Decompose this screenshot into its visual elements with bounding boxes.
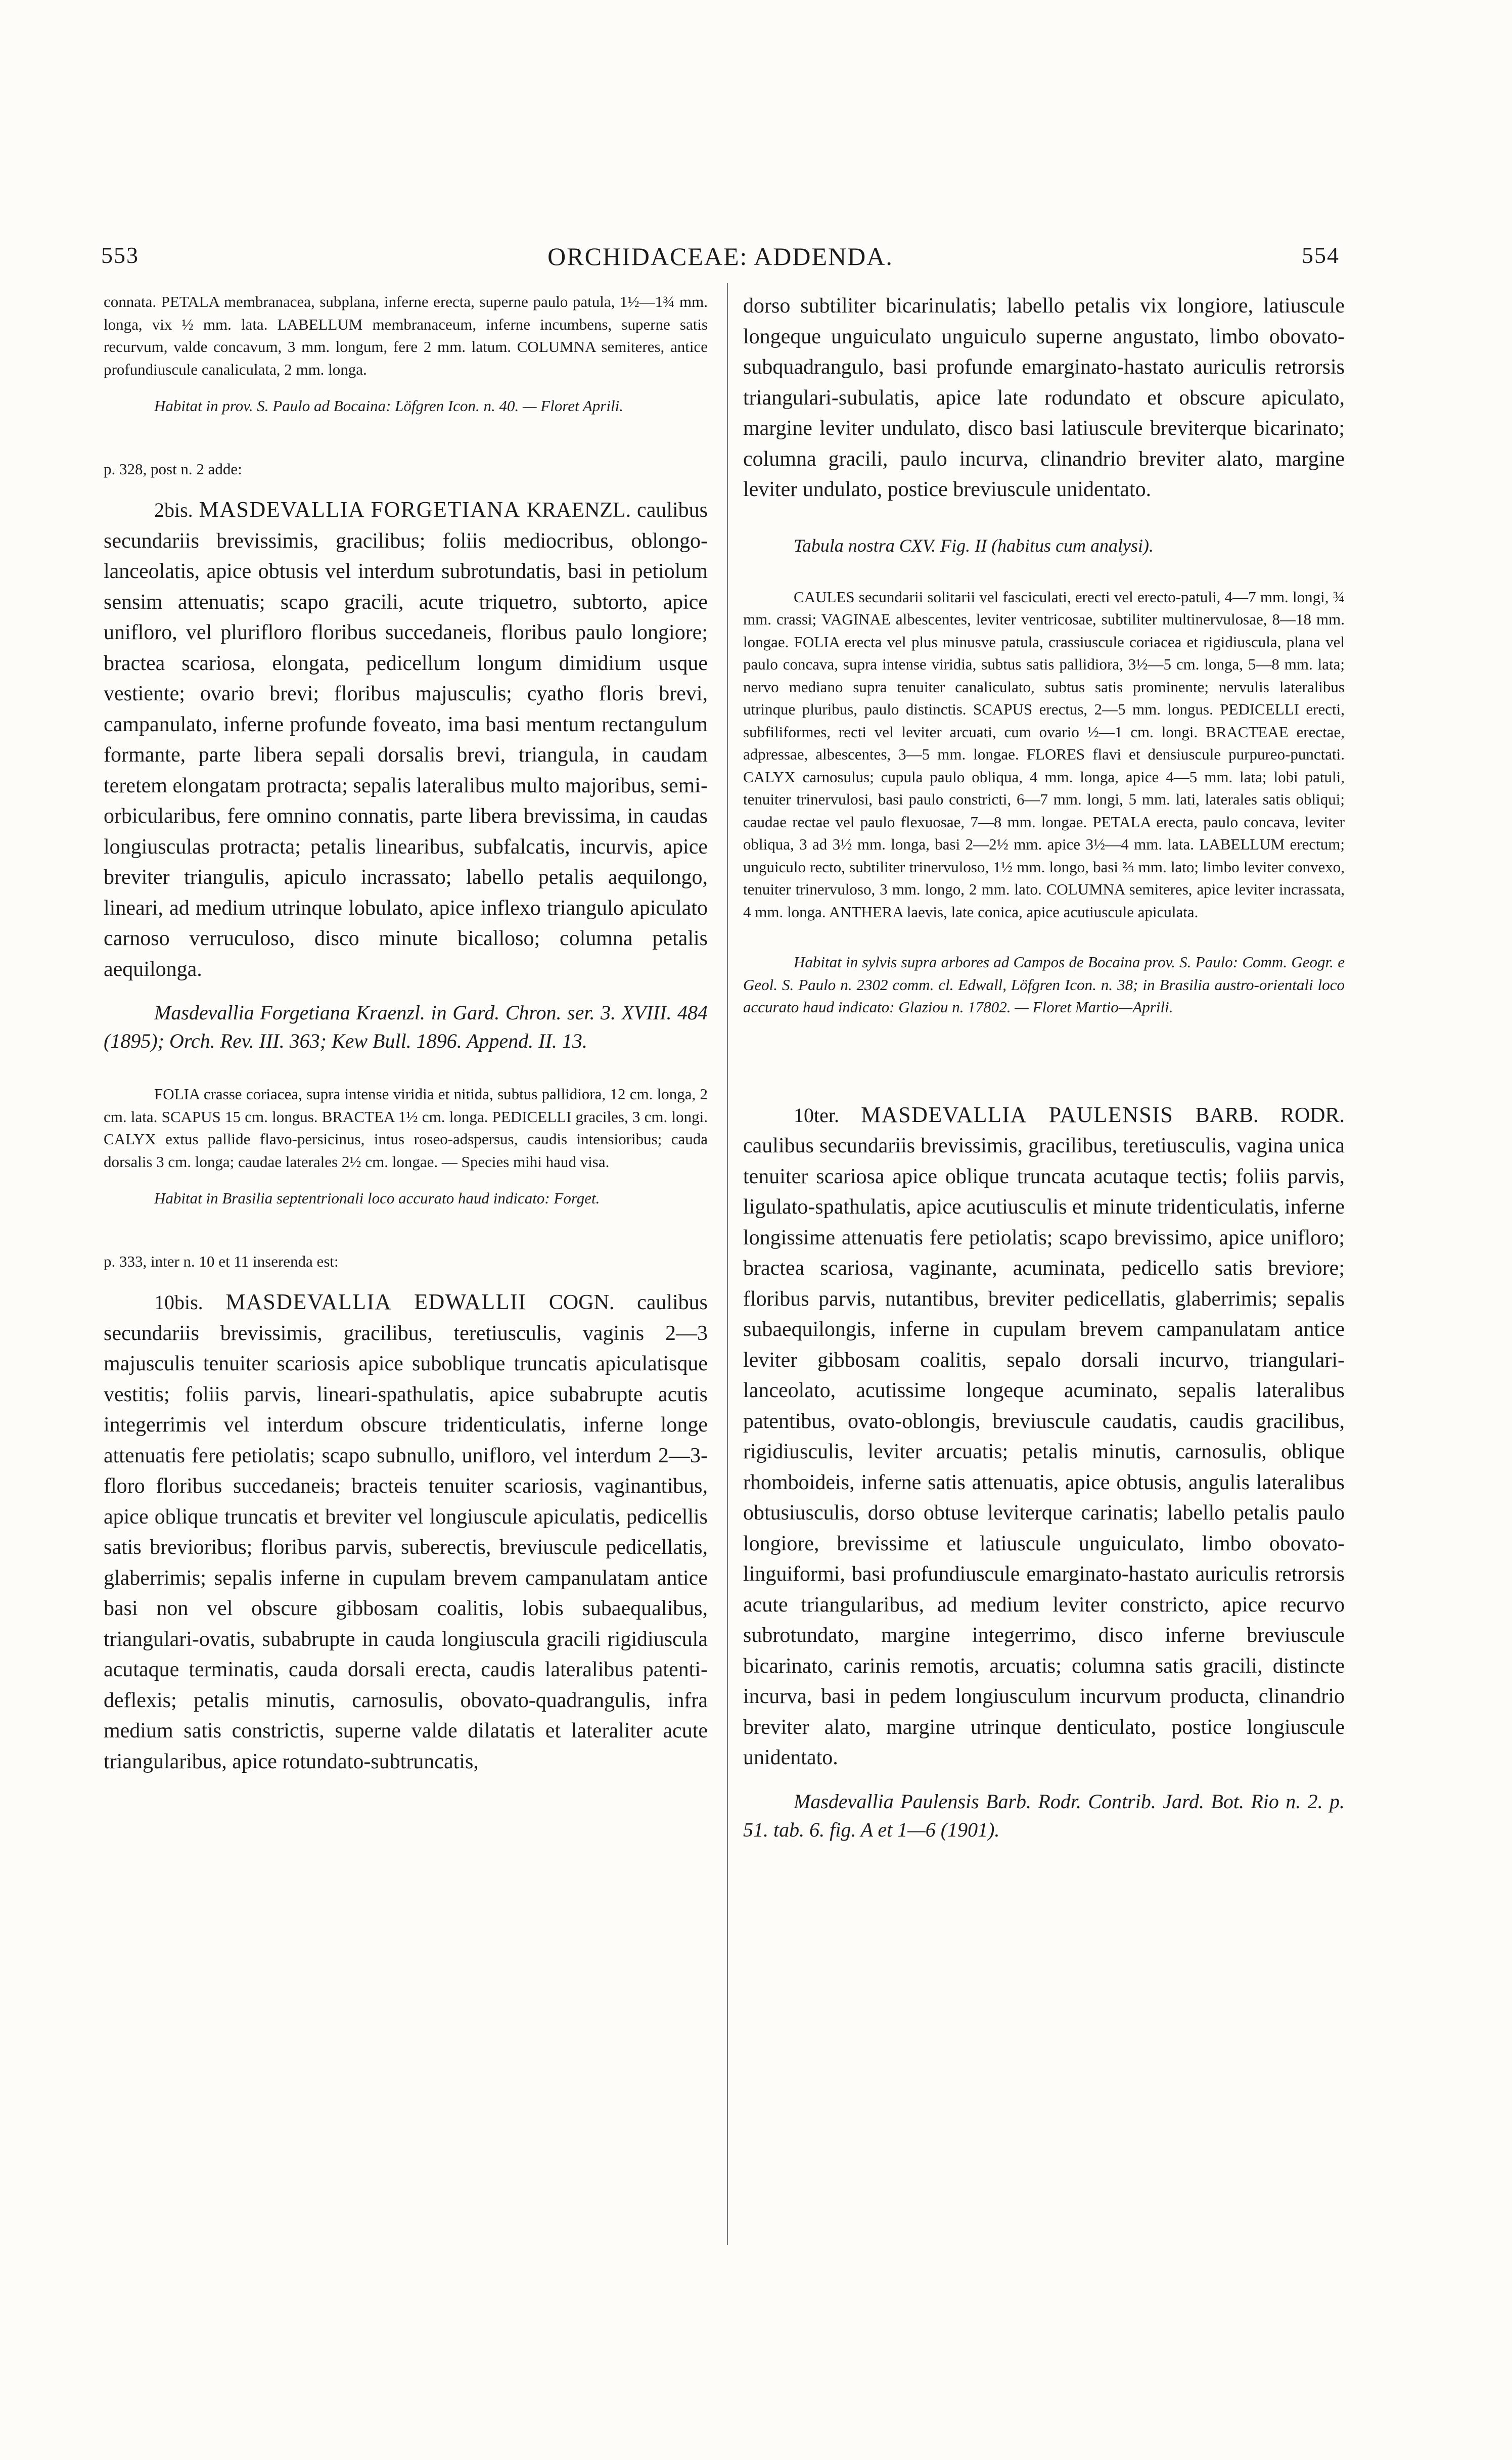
species-diagnosis: caulibus secundariis brevissimis, gracilibus, teretiusculis, vagina unica tenuiter scariosa apice oblique truncata acutaque tectis; foliis parvis, ligulato-spathulatis, apice acutiusculis et minute tridenticulatis, inferne longissime attenuatis fere petiolatis; scapo brevissimo, apice unifloro; bractea scariosa, vaginante, acuminata, pedicello satis breviore; floribus parvis, nutantibus, breviter pedicellatis, glaberrimis; sepalis subaequilongis, inferne in cupulam brevem campanulatam antice leviter gibbosam coalitis, sepalo dorsali incurvo, triangulari-lanceolato, acutissime longeque acuminato, sepalis lateralibus patentibus, ovato-oblongis, breviuscule caudatis, caudis gracilibus, rigidiusculis, leviter arcuatis; petalis minutis, carnosulis, oblique rhomboideis, inferne satis attenuatis, apice obtusis, angulis lateralibus obtusiusculis, dorso obtuse leviterque carinatis; labello petalis paulo longiore, brevissime et latiuscule unguiculato, limbo obovato-linguiformi, basi profundiuscule emarginato-hastato auriculis retrorsis acute triangularibus, ad medium leviter constricto, apice recurvo subrotundato, margine integerrimo, disco inferne breviuscule bicarinato, carinis remotis, arcuatis; columna satis gracili, distincte incurva, basi in pedem longiusculum incurvum producta, clinandrio breviter alato, margine utrinque denticulato, postice longiuscule unidentato.	[743, 1134, 1345, 1769]
continued-description: connata. PETALA membranacea, subplana, inferne erecta, superne paulo patula, 1½—1¾ mm. longa, vix ½ mm. lata. LABELLUM membranaceum, inferne incumbens, superne satis recurvum, valde concavum, 3 mm. longum, fere 2 mm. latum. COLUMNA semiteres, antice profundiuscule canaliculata, 2 mm. longa.	[104, 293, 708, 378]
right-column	[743, 291, 1345, 1844]
species-entry-edwallii	[104, 1287, 708, 1777]
column-divider	[727, 283, 728, 2245]
left-column	[104, 291, 708, 1777]
species-name: MASDEVALLIA PAULENSIS	[861, 1102, 1174, 1127]
species-name: MASDEVALLIA EDWALLII	[225, 1289, 527, 1314]
species-diagnosis: caulibus secundariis brevissimis, gracilibus, teretiusculis, vaginis 2—3 majusculis tenuiter scariosis apice suboblique truncatis apiculatisque vestitis; foliis parvis, lineari-spathulatis, apice subabrupte acutis integerrimis vel interdum obscure tridenticulatis, inferne longe attenuatis fere petiolatis; scapo subnullo, unifloro, vel interdum 2—3-floro floribus succedaneis; bracteis tenuiter scariosis, vaginantibus, apice oblique truncatis et breviter vel longiuscule apiculatis, pedicellis satis brevioribus; floribus parvis, suberectis, breviuscule pedicellatis, glaberrimis; sepalis inferne in cupulam brevem campanulatam antice basi non vel obscure gibbosam coalitis, lobis subaequalibus, triangulari-ovatis, subabrupte in cauda longiuscula gracili rigidiuscula acutaque terminatis, cauda dorsali erecta, caudis lateralibus patenti-deflexis; petalis minutis, carnosulis, obovato-quadrangulis, infra medium satis constrictis, superne valde dilatatis et lateraliter acute triangularibus, apice rotundato-subtruncatis,	[104, 1291, 708, 1773]
species-description: FOLIA crasse coriacea, supra intense viridia et nitida, subtus pallidiora, 12 cm. longa, 2 cm. lata. SCAPUS 15 cm. longus. BRACTEA 1½ cm. longa. PEDICELLI graciles, 3 cm. longi. CALYX extus pallide flavo-persicinus, intus roseo-adspersus, caudis intensioribus; cauda dorsalis 3 cm. longa; caudae laterales 2½ cm. longae. — Species mihi haud visa.	[104, 1085, 708, 1171]
species-entry-paulensis	[743, 1100, 1345, 1773]
page-reference: p. 333, inter n. 10 et 11 inserenda est:	[104, 1252, 339, 1270]
species-author: COGN.	[548, 1291, 615, 1314]
species-citation: Masdevallia Paulensis Barb. Rodr. Contrib. Jard. Bot. Rio n. 2. p. 51. tab. 6. fig. A et 1—6 (1901).	[743, 1790, 1345, 1841]
species-description: CAULES secundarii solitarii vel fasciculati, erecti vel erecto-patuli, 4—7 mm. longi, ¾ mm. crassi; VAGINAE albescentes, leviter ventricosae, subtiliter multinervulosae, 8—18 mm. longae. FOLIA erecta vel plus minusve patula, crassiuscule coriacea et rigidiuscula, plana vel paulo concava, supra intense viridia, subtus satis pallidiora, 3½—5 cm. longa, 5—8 mm. lata; nervo mediano supra tenuiter canaliculato, subtus satis prominente; nervulis lateralibus utrinque pluribus, paulo distinctis. SCAPUS erectus, 2—5 mm. longus. PEDICELLI erecti, subfiliformes, recti vel leviter arcuati, cum ovario ½—1 cm. longi. BRACTEAE erectae, adpressae, albescentes, 3—5 mm. longae. FLORES flavi et densiuscule purpureo-punctati. CALYX carnosulus; cupula paulo obliqua, 4 mm. longa, apice 4—5 mm. lata; lobi patuli, tenuiter trinervulosi, basi paulo constricti, 6—7 mm. longi, 5 mm. lati, laterales satis obliqui; caudae rectae vel paulo flexuosae, 7—8 mm. longae. PETALA erecta, paulo concava, leviter obliqua, 3 ad 3½ mm. longa, basi 2—2½ mm. apice 3½—4 mm. lata. LABELLUM erectum; unguiculo recto, subtiliter trinervuloso, 1½ mm. longo, basi ⅔ mm. lato; limbo leviter convexo, tenuiter trinervuloso, 3 mm. longo, 2 mm. lato. COLUMNA semiteres, apice leviter incrassata, 4 mm. longa. ANTHERA laevis, late conica, apice acutiuscule apiculata.	[743, 588, 1345, 921]
running-header	[101, 242, 1340, 282]
plate-reference: Tabula nostra CXV. Fig. II (habitus cum analysi).	[794, 535, 1154, 556]
continued-diagnosis: dorso subtiliter bicarinulatis; labello petalis vix longiore, latiuscule longeque unguiculato unguiculo superne angustato, limbo obovato-subquadrangulo, basi profunde emarginato-hastato auriculis retrorsis triangulari-subulatis, apice late rodundato et obscure apiculato, margine leviter undulato, disco basi latiuscule breviterque bicarinato; columna gracili, paulo incurva, clinandrio breviter alato, margine leviter undulato, postice breviuscule unidentato.	[743, 294, 1345, 501]
habitat-note: Habitat in Brasilia septentrionali loco accurato haud indicato: Forget.	[154, 1189, 600, 1207]
running-title: ORCHIDACEAE: ADDENDA.	[547, 242, 893, 271]
left-page-number: 553	[101, 242, 139, 268]
entry-number: 10bis.	[154, 1291, 203, 1314]
species-name: MASDEVALLIA FORGETIANA	[199, 497, 521, 522]
entry-number: 10ter.	[794, 1103, 839, 1127]
page-reference: p. 328, post n. 2 adde:	[104, 460, 242, 478]
species-entry-forgetiana	[104, 495, 708, 985]
habitat-note: Habitat in sylvis supra arbores ad Campos de Bocaina prov. S. Paulo: Comm. Geogr. e Geol. S. Paulo n. 2302 comm. cl. Edwall, Löfgren Icon. n. 38; in Brasilia austro-orientali loco accurato haud indicato: Glaziou n. 17802. — Floret Martio—Aprili.	[743, 953, 1345, 1016]
habitat-note: Habitat in prov. S. Paulo ad Bocaina: Löfgren Icon. n. 40. — Floret Aprili.	[154, 397, 623, 415]
species-author: BARB. RODR.	[1195, 1103, 1345, 1127]
entry-number: 2bis.	[154, 499, 193, 521]
species-citation: Masdevallia Forgetiana Kraenzl. in Gard. Chron. ser. 3. XVIII. 484 (1895); Orch. Rev. III. 363; Kew Bull. 1896. Append. II. 13.	[104, 1001, 708, 1052]
species-author: KRAENZL.	[526, 499, 631, 522]
species-diagnosis: caulibus secundariis brevissimis, gracilibus; foliis mediocribus, oblongo-lanceolatis, apice obtusis vel interdum subrotundatis, basi in petiolum sensim attenuatis; scapo gracili, acute triquetro, subtorto, apice unifloro, vel plurifloro floribus succedaneis, floribus paulo longiore; bractea scariosa, elongata, pedicellum longum dimidium usque vestiente; ovario brevi; floribus majusculis; cyatho floris brevi, campanulato, inferne profunde foveato, ima basi mentum rectangulum formante, parte libera sepali dorsalis brevi, triangula, in caudam teretem elongatam protracta; sepalis lateralibus multo majoribus, semi-orbicularibus, fere omnino connatis, parte libera brevissima, in caudas longiusculas protracta; petalis linearibus, subfalcatis, incurvis, apice breviter triangulis, apiculo incrassato; labello petalis aequilongo, lineari, ad medium utrinque lobulato, apice inflexo triangulo apiculato carnoso verruculoso, disco minute bicalloso; columna petalis aequilonga.	[104, 499, 708, 981]
right-page-number: 554	[1302, 242, 1340, 268]
